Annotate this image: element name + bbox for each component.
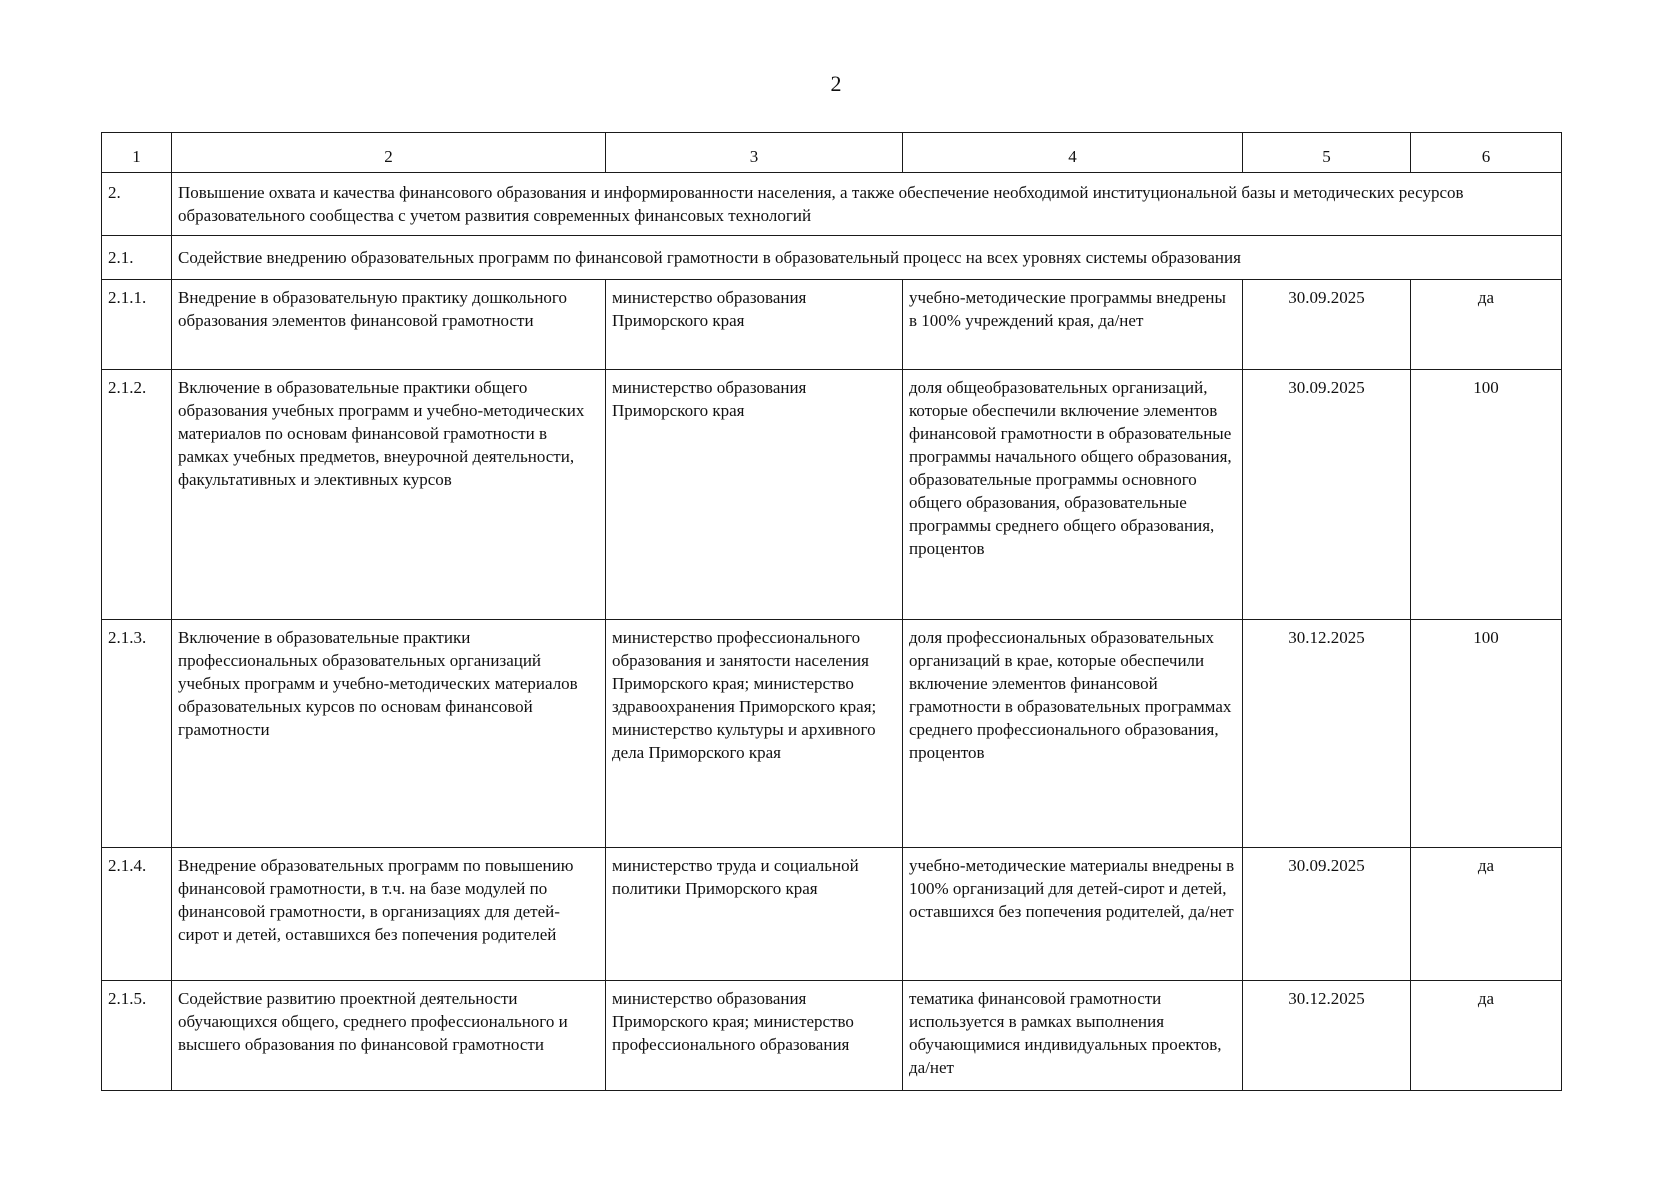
- column-header-6: 6: [1411, 133, 1562, 173]
- row-number: 2.1.5.: [102, 981, 172, 1091]
- row-responsible: министерство труда и социальной политики Приморского края: [606, 848, 903, 981]
- column-header-4: 4: [903, 133, 1243, 173]
- subsection-number: 2.1.: [102, 236, 172, 280]
- row-value: да: [1411, 280, 1562, 370]
- row-responsible: министерство профессионального образования и занятости населения Приморского края; министерство здравоохранения Приморского края; министерство культуры и архивного дела Приморского края: [606, 620, 903, 848]
- row-responsible: министерство образования Приморского края; министерство профессионального образования: [606, 981, 903, 1091]
- section-number: 2.: [102, 173, 172, 236]
- section-row: [102, 173, 1562, 236]
- table-row: [102, 280, 1562, 370]
- row-indicator: доля профессиональных образовательных организаций в крае, которые обеспечили включение элементов финансовой грамотности в образовательных программах среднего профессионального образования, процентов: [903, 620, 1243, 848]
- row-indicator: учебно-методические материалы внедрены в 100% организаций для детей-сирот и детей, оставшихся без попечения родителей, да/нет: [903, 848, 1243, 981]
- row-date: 30.12.2025: [1243, 620, 1411, 848]
- row-indicator: тематика финансовой грамотности используется в рамках выполнения обучающимися индивидуальных проектов, да/нет: [903, 981, 1243, 1091]
- column-header-1: 1: [102, 133, 172, 173]
- row-number: 2.1.4.: [102, 848, 172, 981]
- row-activity: Включение в образовательные практики общего образования учебных программ и учебно-методических материалов по основам финансовой грамотности в рамках учебных предметов, внеурочной деятельности, факультативных и элективных курсов: [172, 370, 606, 620]
- row-number: 2.1.1.: [102, 280, 172, 370]
- table-row: [102, 620, 1562, 848]
- page-number: 2: [830, 71, 842, 96]
- row-activity: Внедрение в образовательную практику дошкольного образования элементов финансовой грамотности: [172, 280, 606, 370]
- row-indicator: доля общеобразовательных организаций, которые обеспечили включение элементов финансовой грамотности в образовательные программы начального общего образования, образовательные программы основного общего образования, образовательные программы среднего общего образования, процентов: [903, 370, 1243, 620]
- row-date: 30.09.2025: [1243, 848, 1411, 981]
- subsection-title: Содействие внедрению образовательных программ по финансовой грамотности в образовательный процесс на всех уровнях системы образования: [172, 236, 1562, 280]
- section-title: Повышение охвата и качества финансового образования и информированности населения, а также обеспечение необходимой институциональной базы и методических ресурсов образовательного сообщества с учетом развития современных финансовых технологий: [172, 173, 1562, 236]
- row-activity: Включение в образовательные практики профессиональных образовательных организаций учебных программ и учебно-методических материалов образовательных курсов по основам финансовой грамотности: [172, 620, 606, 848]
- row-activity: Внедрение образовательных программ по повышению финансовой грамотности, в т.ч. на базе модулей по финансовой грамотности, в организациях для детей-сирот и детей, оставшихся без попечения родителей: [172, 848, 606, 981]
- row-value: да: [1411, 981, 1562, 1091]
- column-header-5: 5: [1243, 133, 1411, 173]
- column-header-3: 3: [606, 133, 903, 173]
- row-number: 2.1.3.: [102, 620, 172, 848]
- row-date: 30.09.2025: [1243, 370, 1411, 620]
- row-indicator: учебно-методические программы внедрены в 100% учреждений края, да/нет: [903, 280, 1243, 370]
- row-responsible: министерство образования Приморского края: [606, 280, 903, 370]
- subsection-row: [102, 236, 1562, 280]
- row-activity: Содействие развитию проектной деятельности обучающихся общего, среднего профессионального и высшего образования по финансовой грамотности: [172, 981, 606, 1091]
- row-date: 30.12.2025: [1243, 981, 1411, 1091]
- table-row: [102, 981, 1562, 1091]
- row-date: 30.09.2025: [1243, 280, 1411, 370]
- table-row: [102, 848, 1562, 981]
- header-row: [102, 133, 1562, 173]
- plan-table: [101, 132, 1562, 1091]
- column-header-2: 2: [172, 133, 606, 173]
- table-row: [102, 370, 1562, 620]
- row-value: 100: [1411, 620, 1562, 848]
- row-number: 2.1.2.: [102, 370, 172, 620]
- row-responsible: министерство образования Приморского края: [606, 370, 903, 620]
- row-value: 100: [1411, 370, 1562, 620]
- row-value: да: [1411, 848, 1562, 981]
